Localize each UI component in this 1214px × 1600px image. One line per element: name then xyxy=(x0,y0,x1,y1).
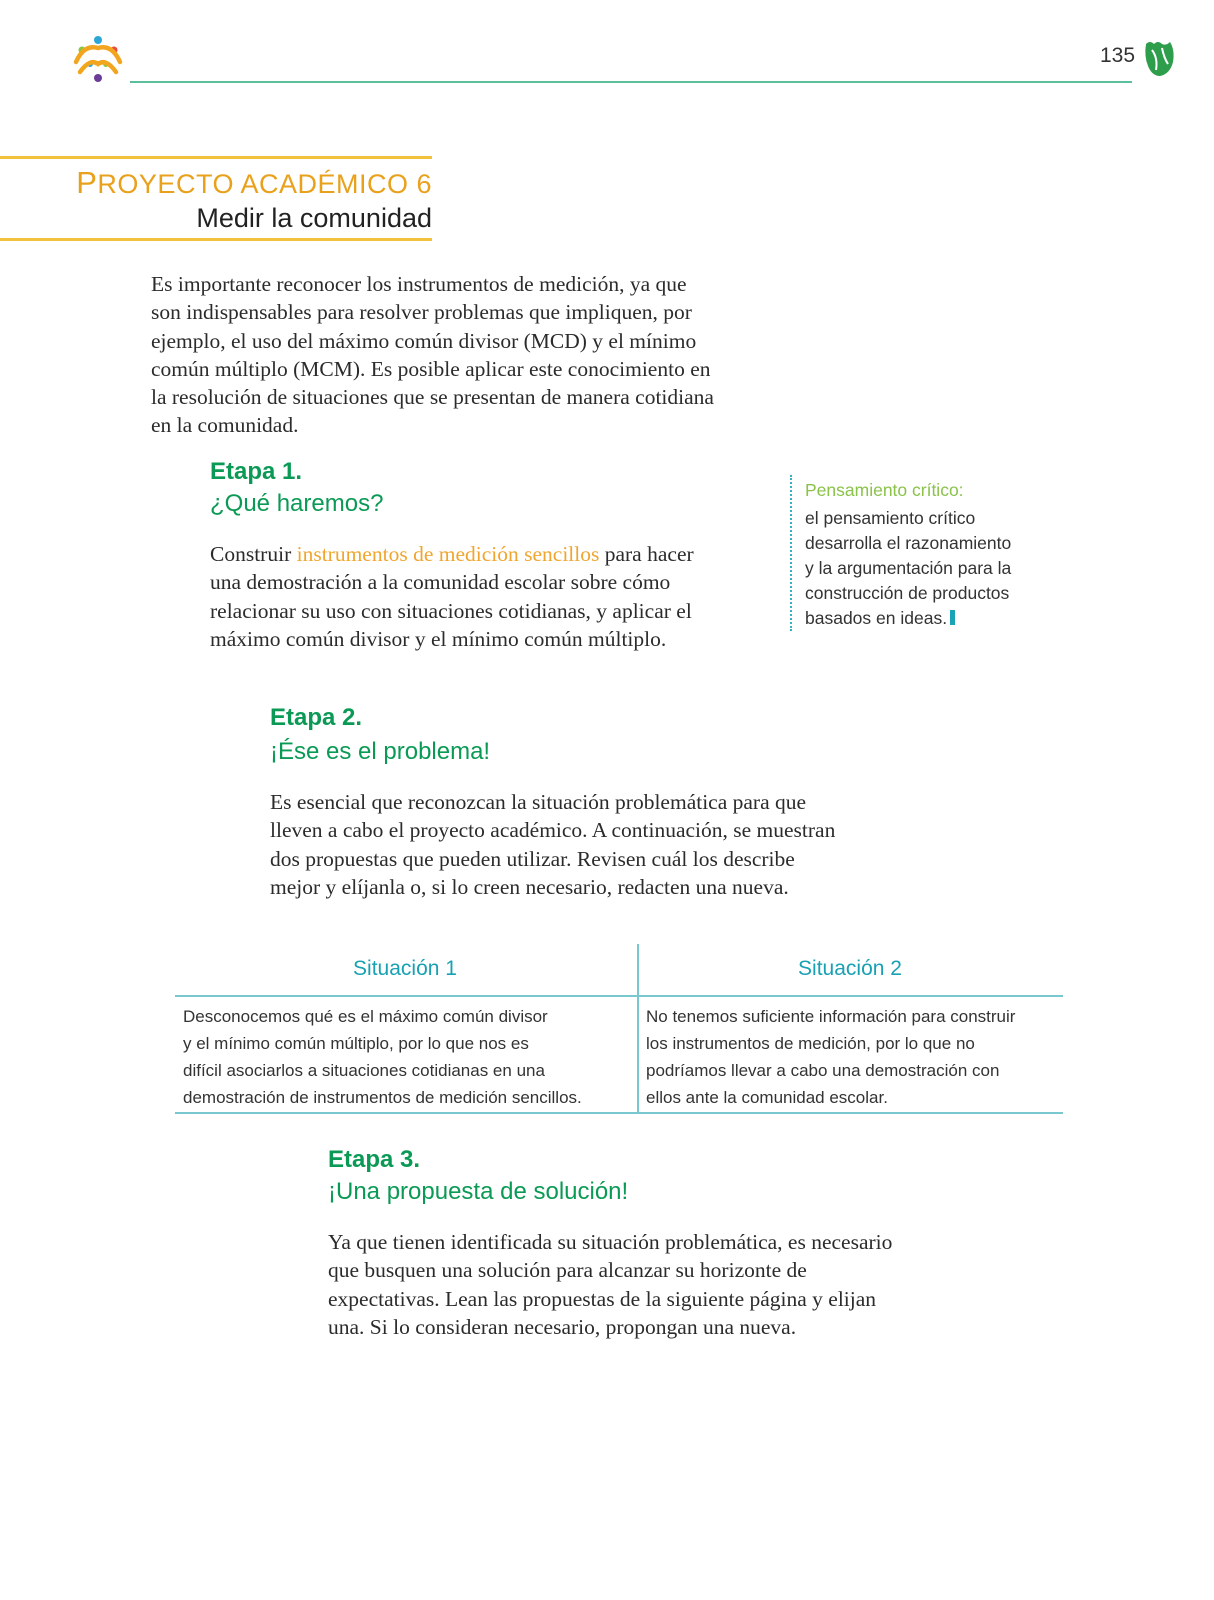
project-subtitle: Medir la comunidad xyxy=(196,203,432,233)
highlighted-term: instrumentos de medición sencillos xyxy=(296,542,600,566)
stage3-line: una. Si lo consideran necesario, propongan una nueva. xyxy=(328,1314,797,1339)
stage1-line: relacionar su uso con situaciones cotidianas, y aplicar el xyxy=(210,598,692,623)
stage2-line: dos propuestas que pueden utilizar. Revisen cuál los describe xyxy=(270,846,795,871)
stage1-body-pre: Construir xyxy=(210,542,297,566)
header-rule xyxy=(130,81,1132,83)
stage1-body xyxy=(210,540,750,653)
intro-line: común múltiplo (MCM). Es posible aplicar este conocimiento en xyxy=(151,356,711,381)
stage1-line: una demostración a la comunidad escolar sobre cómo xyxy=(210,570,671,595)
table-cell-line: podríamos llevar a cabo una demostración con xyxy=(646,1061,1000,1080)
project-label-initial: P xyxy=(76,165,98,200)
stage1-line: máximo común divisor y el mínimo común múltiplo. xyxy=(210,626,667,651)
page-number: 135 xyxy=(1100,44,1136,67)
stage1-subtitle: ¿Qué haremos? xyxy=(210,490,384,517)
people-circle-logo-icon xyxy=(70,34,126,86)
sidebar-title: Pensamiento crítico: xyxy=(805,480,964,500)
sidebar-line: desarrolla el razonamiento xyxy=(805,533,1012,553)
sidebar-line: construcción de productos xyxy=(805,583,1010,603)
green-leaf-icon xyxy=(1142,38,1176,78)
end-mark xyxy=(950,610,955,625)
table-cell-line: ellos ante la comunidad escolar. xyxy=(646,1088,888,1107)
intro-line: Es importante reconocer los instrumentos de medición, ya que xyxy=(151,272,687,296)
sidebar-line: el pensamiento crítico xyxy=(805,508,976,528)
sidebar-line: y la argumentación para la xyxy=(805,558,1012,578)
intro-line: son indispensables para resolver problemas que impliquen, por xyxy=(151,300,692,325)
table-cell-line: demostración de instrumentos de medición sencillos. xyxy=(183,1088,582,1107)
stage2-line: lleven a cabo el proyecto académico. A continuación, se muestran xyxy=(270,818,836,843)
sidebar-line-last xyxy=(805,606,1055,631)
title-top-rule xyxy=(0,156,432,159)
intro-line: la resolución de situaciones que se presentan de manera cotidiana xyxy=(151,385,714,410)
intro-line: en la comunidad. xyxy=(151,413,299,438)
intro-line: ejemplo, el uso del máximo común divisor (MCD) y el mínimo xyxy=(151,328,697,353)
stage3-line: que busquen una solución para alcanzar su horizonte de xyxy=(328,1258,807,1283)
stage1-line xyxy=(210,540,750,568)
sidebar-line: basados en ideas. xyxy=(805,608,948,628)
table-header-situacion-1: Situación 1 xyxy=(353,957,457,980)
sidebar-dotted-rule xyxy=(790,475,792,631)
table-cell-line: No tenemos suficiente información para construir xyxy=(646,1007,1016,1026)
table-cell-situacion-1 xyxy=(183,1003,582,1111)
table-cell-line: difícil asociarlos a situaciones cotidianas en una xyxy=(183,1061,545,1080)
table-header-situacion-2: Situación 2 xyxy=(798,957,902,980)
stage3-line: Ya que tienen identificada su situación problemática, es necesario xyxy=(328,1230,893,1254)
table-cell-situacion-2 xyxy=(646,1003,1015,1111)
project-label xyxy=(76,165,432,201)
stage2-body xyxy=(270,788,890,901)
table-column-divider xyxy=(637,997,639,1113)
table-cell-line: Desconocemos qué es el máximo común divisor xyxy=(183,1007,548,1026)
stage2-subtitle: ¡Ése es el problema! xyxy=(270,738,491,765)
table-cell-line: los instrumentos de medición, por lo que no xyxy=(646,1034,975,1053)
stage2-line: mejor y elíjanla o, si lo creen necesario, redacten una nueva. xyxy=(270,874,789,899)
stage3-body xyxy=(328,1228,948,1341)
stage1-title: Etapa 1. xyxy=(210,458,303,485)
table-header-divider xyxy=(637,944,639,996)
stage2-line: Es esencial que reconozcan la situación problemática para que xyxy=(270,790,807,814)
stage3-line: expectativas. Lean las propuestas de la siguiente página y elijan xyxy=(328,1286,877,1311)
intro-paragraph xyxy=(151,270,771,440)
stage2-title: Etapa 2. xyxy=(270,704,363,731)
table-cell-line: y el mínimo común múltiplo, por lo que nos es xyxy=(183,1034,529,1053)
stage1-body-post: para hacer xyxy=(599,542,694,566)
stage3-subtitle: ¡Una propuesta de solución! xyxy=(328,1178,629,1205)
title-bottom-rule xyxy=(0,238,432,241)
table-header-rule xyxy=(175,995,1063,997)
sidebar-body xyxy=(805,506,1055,631)
project-label-rest: ROYECTO ACADÉMICO 6 xyxy=(97,169,432,199)
table-bottom-rule xyxy=(175,1112,1063,1114)
stage3-title: Etapa 3. xyxy=(328,1146,421,1173)
